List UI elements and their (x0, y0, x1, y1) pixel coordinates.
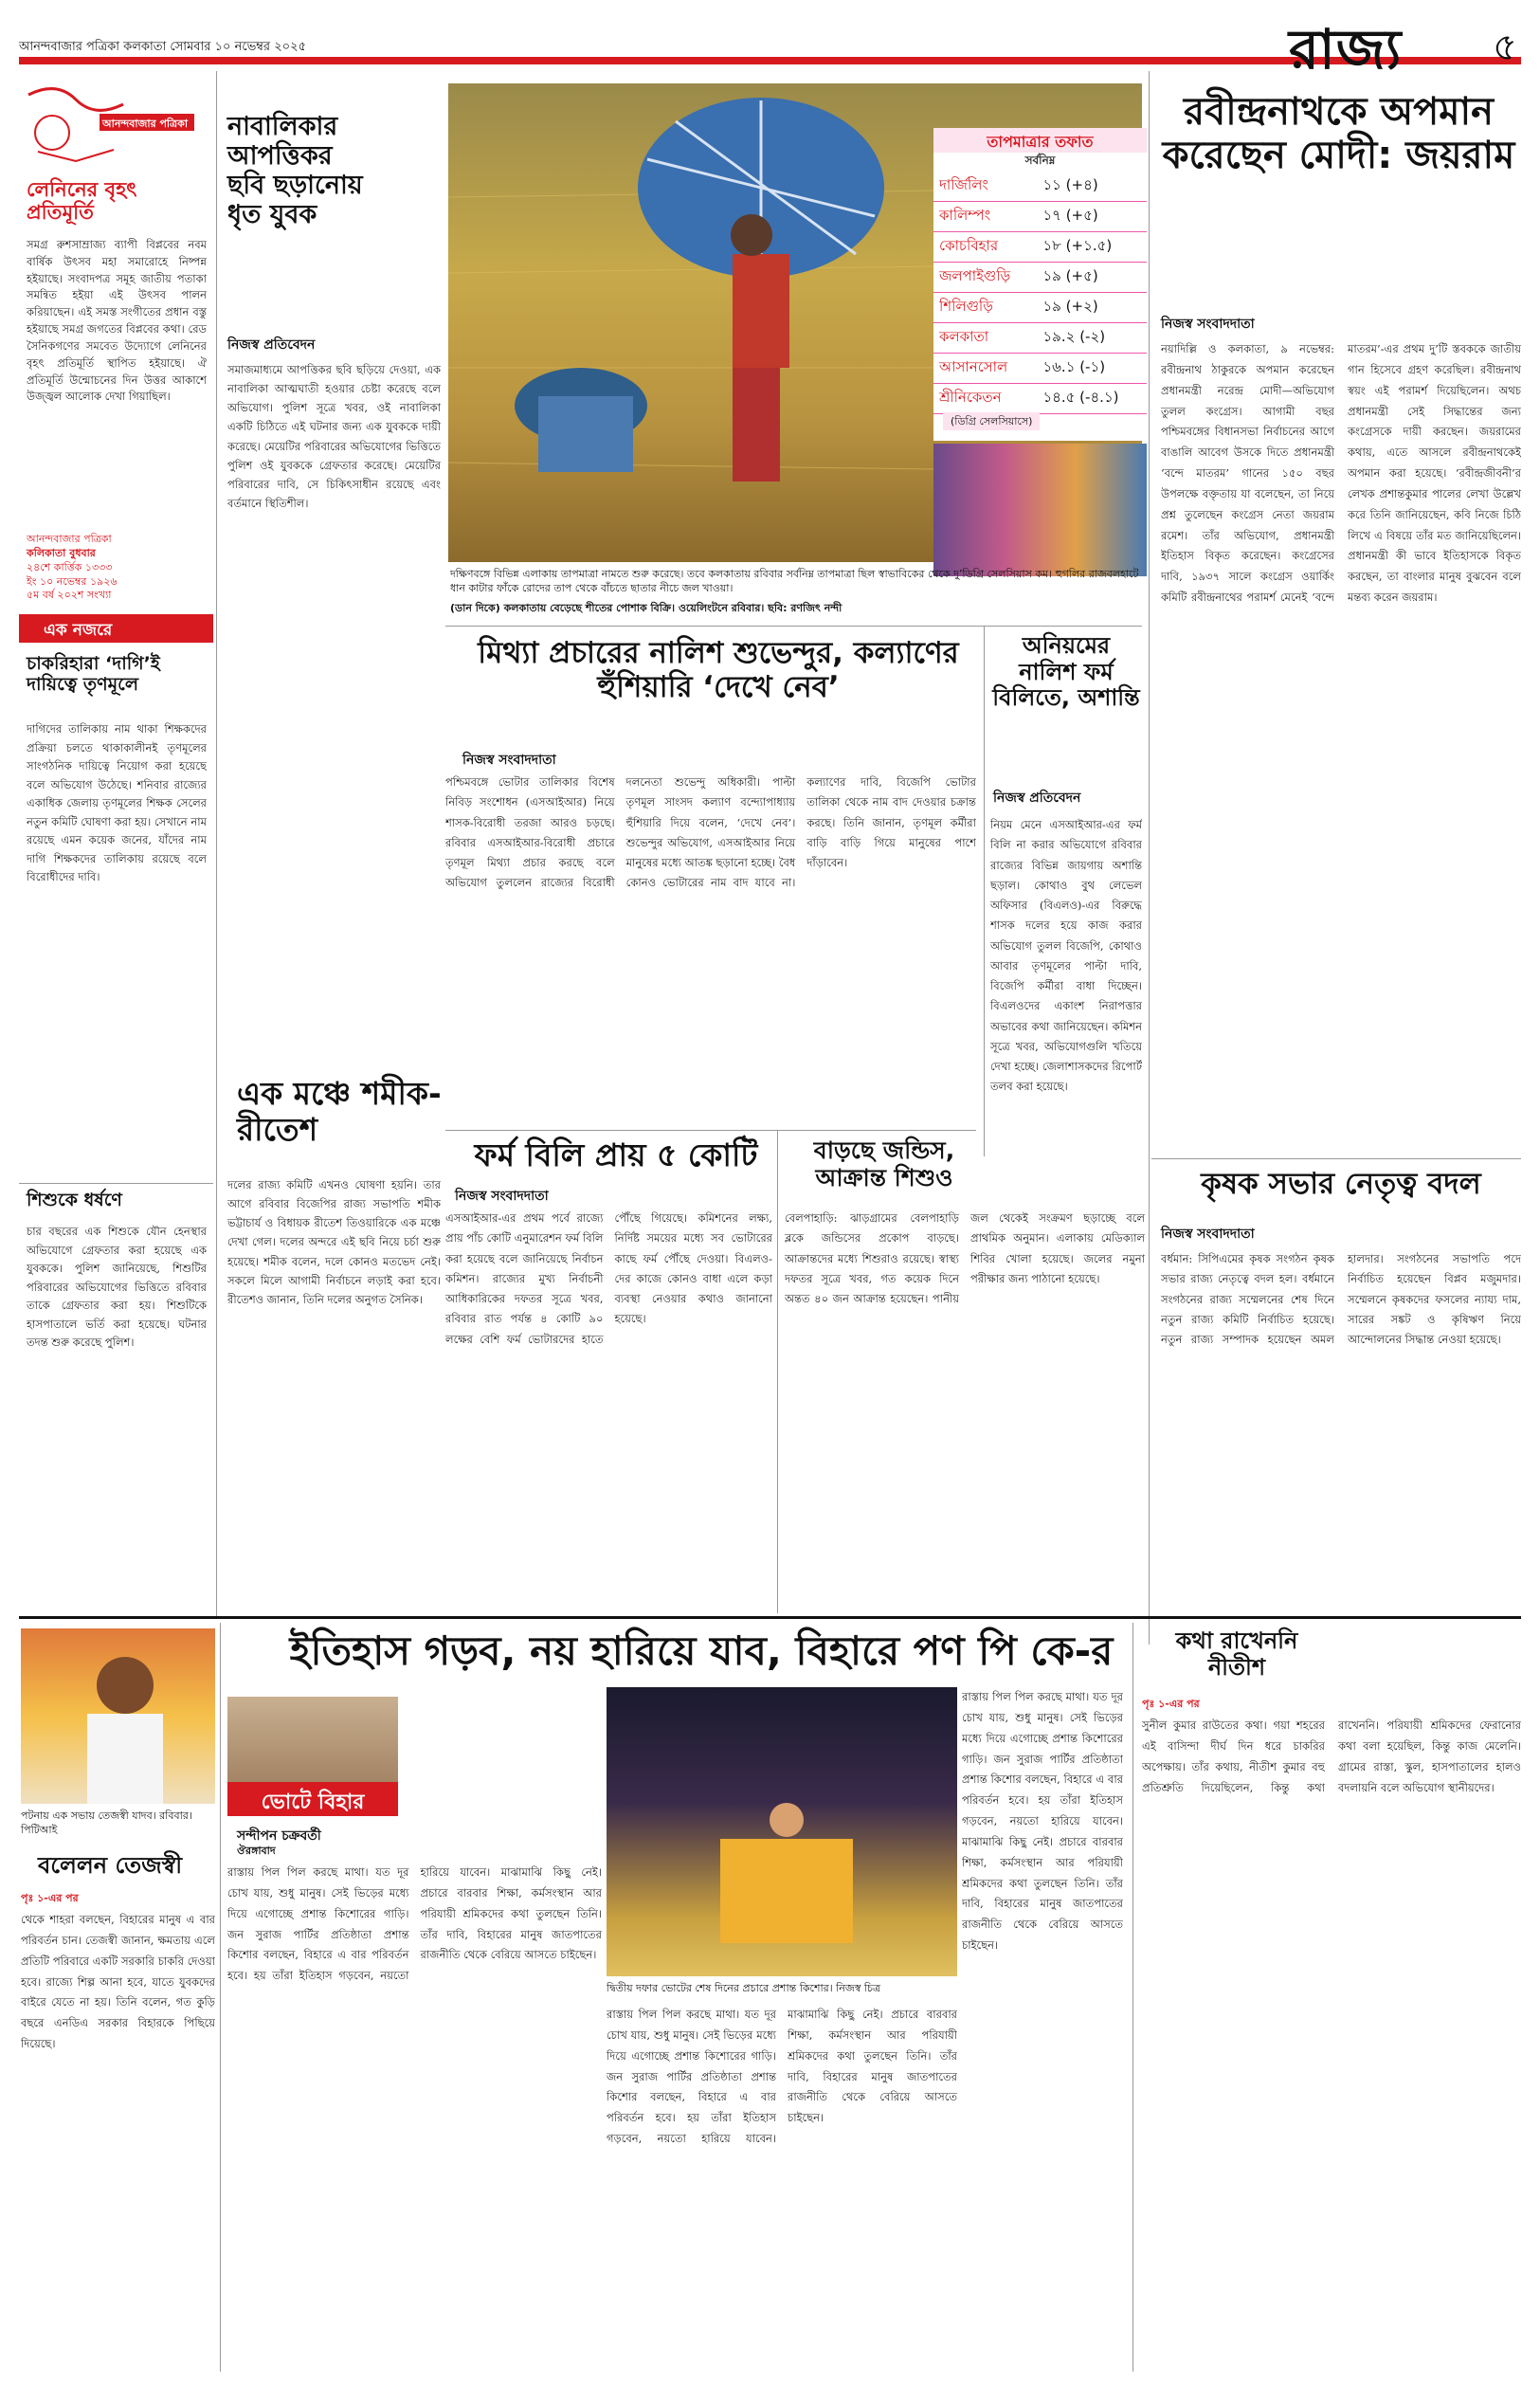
form5-headline: ফর্ম বিলি প্রায় ৫ কোটি (474, 1136, 758, 1173)
bihar-headline: ইতিহাস গড়ব, নয় হারিয়ে যাব, বিহারে পণ পি কে-র (289, 1627, 1114, 1674)
temp-place: কালিম্পং (933, 202, 1037, 232)
bihar-tag-photo (227, 1697, 398, 1791)
temp-row (933, 384, 1147, 414)
temp-title: তাপমাত্রার তফাত (933, 128, 1147, 153)
tejashwi-headline: বলেলন তেজস্বী (38, 1852, 183, 1879)
temp-unit: (ডিগ্রি সেলসিয়াসে) (943, 412, 1040, 430)
bihar-body-a: রাস্তায় পিল পিল করছে মাথা। যত দূর চোখ যায়, শুধু মানুষ। সেই ভিড়ের মধ্যে দিয়ে এগোচ্ছে প্রশান্ত কিশোরের গাড়ি। জন সুরাজ পার্টির প্রতিষ্ঠাতা প্রশান্ত কিশোর বলছেন, বিহারে এ বার পরিবর্তন হবে। হয় তাঁরা ইতিহাস গড়বেন, নয়তো হারিয়ে যাবেন। মাঝামাঝি কিছু নেই। প্রচারে বারবার শিক্ষা, কর্মসংস্থান আর পরিযায়ী শ্রমিকদের কথা তুলছেন তিনি। তাঁর দাবি, বিহারের মানুষ জাতপাতের রাজনীতি থেকে বেরিয়ে আসতে চাইছেন। (227, 1865, 602, 1983)
lead-headline: রবীন্দ্রনাথকে অপমান করেছেন মোদী: জয়রাম (1162, 90, 1515, 177)
temp-row (933, 323, 1147, 354)
story2-body: চার বছরের এক শিশুকে যৌন হেনস্থার অভিযোগে গ্রেফতার করা হয়েছে এক যুবককে। পুলিশ জানিয়েছে, শিশুটির পরিবারের অভিযোগের ভিত্তিতে রবিবার তাকে গ্রেফতার করা হয়। শিশুটিকে হাসপাতালে ভর্তি করা হয়েছে। ঘটনার তদন্ত শুরু করেছে পুলিশ। (27, 1225, 207, 1350)
suvendu-body: পশ্চিমবঙ্গে ভোটার তালিকার বিশেষ নিবিড় সংশোধন (এসআইআর) নিয়ে শাসক-বিরোধী তরজা আরও চড়ছে। রবিবার এসআইআর-বিরোধী প্রচারে তৃণমূল মিথ্যা প্রচার করছে বলে অভিযোগ তুললেন রাজ্যের বিরোধী দলনেতা শুভেন্দু অধিকারী। পাল্টা তৃণমূল সাংসদ কল্যাণ বন্দ্যোপাধ্যায় হুঁশিয়ারি দিয়ে বলেন, ‘দেখে নেব’। শুভেন্দুর অভিযোগ, এসআইআর নিয়ে মানুষের মধ্যে আতঙ্ক ছড়ানো হচ্ছে। বৈধ কোনও ভোটারের নাম বাদ যাবে না। কল্যাণের দাবি, বিজেপি ভোটার তালিকা থেকে নাম বাদ দেওয়ার চক্রান্ত করছে। তিনি জানান, তৃণমূল কর্মীরা বাড়ি বাড়ি গিয়ে মানুষের পাশে দাঁড়াবেন। (445, 775, 976, 890)
temp-value: ১৯ (+২) (1037, 293, 1147, 323)
minor-body: সমাজমাধ্যমে আপত্তিকর ছবি ছড়িয়ে দেওয়া, এক নাবালিকা আত্মঘাতী হওয়ার চেষ্টা করেছে বলে অভিযোগ। পুলিশ সূত্রে খবর, ওই নাবালিকা একটি চিঠিতে এই ঘটনার জন্য এক যুবককে দায়ী করেছে। মেয়েটির পরিবারের অভিযোগের ভিত্তিতে পুলিশ ওই যুবককে গ্রেফতার করেছে। মেয়েটির পরিবারের দাবি, সে চিকিৎসাধীন রয়েছে এবং বর্তমানে স্থিতিশীল। (227, 363, 441, 510)
stage-headline: এক মঞ্চে শমীক-রীতেশ (237, 1075, 442, 1148)
jaundice-headline: বাড়ছে জন্ডিস, আক্রান্ত শিশুও (813, 1136, 955, 1191)
krishak-byline: নিজস্ব সংবাদদাতা (1161, 1227, 1255, 1242)
archive-date-1: কলিকাতা বুধবার (27, 546, 96, 559)
suvendu-headline: মিথ্যা প্রচারের নালিশ শুভেন্দুর, কল্যাণের হুঁশিয়ারি ‘দেখে নেব’ (478, 636, 959, 704)
tejashwi-caption: পটনায় এক সভায় তেজস্বী যাদব। রবিবার। পিটিআই (21, 1809, 192, 1837)
archive-date-2: ২৪শে কার্ত্তিক ১৩৩৩ (27, 560, 113, 573)
temp-value: ১৬.১ (-১) (1037, 354, 1147, 384)
form5-body: এসআইআর-এর প্রথম পর্বে রাজ্যে প্রায় পাঁচ কোটি এনুমারেশন ফর্ম বিলি করা হয়েছে বলে জানিয়েছে নির্বাচন কমিশন। রাজ্যের মুখ্য নির্বাচনী আধিকারিকের দফতর সূত্রে খবর, রবিবার রাত পর্যন্ত ৪ কোটি ৯০ লক্ষের বেশি ফর্ম ভোটারদের হাতে পৌঁছে গিয়েছে। কমিশনের লক্ষ্য, নির্দিষ্ট সময়ের মধ্যে সব ভোটারের কাছে ফর্ম পৌঁছে দেওয়া। বিএলও-দের কাজে কোনও বাধা এলে কড়া ব্যবস্থা নেওয়ার কথাও জানানো হয়েছে। (445, 1211, 772, 1346)
brand-label: আনন্দবাজার পত্রিকা (102, 118, 189, 130)
lenin-title: লেনিনের বৃহৎ প্রতিমূর্তি (27, 178, 137, 225)
temp-row (933, 172, 1147, 202)
temp-value: ১১ (+৪) (1037, 172, 1147, 202)
archive-date-3: ইং ১০ নভেম্বর ১৯২৬ (27, 574, 118, 588)
temp-value: ১৪.৫ (-৪.১) (1037, 384, 1147, 414)
temp-value: ১৮ (+১.৫) (1037, 232, 1147, 263)
archive-info (27, 533, 207, 603)
photo-caption-2: (ডান দিকে) কলকাতায় বেড়েছে শীতের পোশাক বিক্রি। ওয়েলিংটনে রবিবার। ছবি: রণজিৎ নন্দী (450, 602, 842, 614)
minor-headline: নাবালিকার আপত্তিকর ছবি ছড়ানোয় ধৃত যুবক (227, 112, 363, 230)
paper-dateline: আনন্দবাজার পত্রিকা কলকাতা সোমবার ১০ নভেম্বর ২০২৫ (19, 40, 307, 54)
archive-date-4: ৫ম বর্ষ ২০২শ সংখ্যা (27, 589, 112, 602)
page-number: ৫ (1493, 26, 1517, 69)
temp-subtitle: সর্বনিম্ন (1024, 154, 1056, 167)
story1-title: চাকরিহারা ‘দাগি’ই দায়িত্বে তৃণমূলে (27, 653, 160, 695)
temp-value: ১৯.২ (-২) (1037, 323, 1147, 354)
temp-place: কোচবিহার (933, 232, 1037, 263)
nitish-continued: পৃঃ ১-এর পর (1142, 1698, 1200, 1710)
temp-value: ১৭ (+৫) (1037, 202, 1147, 232)
archive-logo (19, 76, 208, 171)
lead-body: নয়াদিল্লি ও কলকাতা, ৯ নভেম্বর: রবীন্দ্রনাথ ঠাকুরকে অপমান করেছেন প্রধানমন্ত্রী নরেন্দ্র মোদী—অভিযোগ তুলল কংগ্রেস। আগামী বছর পশ্চিমবঙ্গের বিধানসভা নির্বাচনের আগে বাঙালি আবেগ উসকে দিতে প্রধানমন্ত্রী ‘বন্দে মাতরম’ গানের ১৫০ বছর উপলক্ষে বক্তৃতায় যা বলেছেন, তা নিয়ে প্রশ্ন তুলেছেন কংগ্রেস নেতা জয়রাম রমেশ। তাঁর অভিযোগ, প্রধানমন্ত্রী ইতিহাস বিকৃত করেছেন। কংগ্রেসের দাবি, ১৯৩৭ সালে কংগ্রেস ওয়ার্কিং কমিটি রবীন্দ্রনাথের পরামর্শ মেনেই ‘বন্দে মাতরম’-এর প্রথম দু’টি স্তবককে জাতীয় গান হিসেবে গ্রহণ করেছিল। রবীন্দ্রনাথ স্বয়ং এই পরামর্শ দিয়েছিলেন। অথচ প্রধানমন্ত্রী সেই সিদ্ধান্তের জন্য কংগ্রেসকে দায়ী করছেন। জয়রামের কথায়, এতে আসলে রবীন্দ্রনাথকেই অপমান করা হয়েছে। ‘রবীন্দ্রজীবনী’র লেখক প্রশান্তকুমার পালের লেখা উল্লেখ করে তিনি জানিয়েছেন, কবি নিজে চিঠি লিখে এ বিষয়ে তাঁর মত জানিয়েছিলেন। প্রধানমন্ত্রী কী ভাবে ইতিহাসকে বিকৃত করছেন, তা বাংলার মানুষ বুঝবেন বলে মন্তব্য করেন জয়রাম। (1161, 342, 1521, 605)
bihar-dateline: ঔরঙ্গাবাদ (237, 1845, 276, 1857)
bihar-tag: ভোটে বিহার (227, 1782, 398, 1816)
temperature-box (933, 128, 1147, 441)
story2-title: শিশুকে ধর্ষণে (27, 1190, 122, 1210)
tejashwi-photo (21, 1628, 215, 1804)
temp-row (933, 202, 1147, 232)
temp-row (933, 354, 1147, 384)
photo-caption: দক্ষিণবঙ্গে বিভিন্ন এলাকায় তাপমাত্রা নামতে শুরু করেছে। তবে কলকাতায় রবিবার সর্বনিম্ন তাপমাত্রা ছিল স্বাভাবিকের থেকে দু’ডিগ্রি সেলসিয়াস কম। হুগলির রাজবলহাটে ধান কাটার ফাঁকে রোদের তাপ থেকে বাঁচতে ছাতার নীচে জল খাওয়া। (450, 568, 1139, 595)
bihar-photo-caption: দ্বিতীয় দফার ভোটের শেষ দিনের প্রচারে প্রশান্ত কিশোর। নিজস্ব চিত্র (607, 1982, 881, 1994)
form-headline: অনিয়মের নালিশ ফর্ম বিলিতে, অশান্তি (992, 632, 1140, 712)
krishak-body: বর্ধমান: সিপিএমের কৃষক সংগঠন কৃষক সভার রাজ্য নেতৃত্বে বদল হল। বর্ধমানে সংগঠনের রাজ্য সম্মেলনের শেষ দিনে নতুন রাজ্য কমিটি নির্বাচিত হয়েছে। নতুন রাজ্য সম্পাদক হয়েছেন অমল হালদার। সংগঠনের সভাপতি পদে নির্বাচিত হয়েছেন বিপ্লব মজুমদার। সম্মেলনে কৃষকদের ফসলের ন্যায্য দাম, সারের সঙ্কট ও কৃষিঋণ নিয়ে আন্দোলনের সিদ্ধান্ত নেওয়া হয়েছে। (1161, 1252, 1521, 1347)
story1-body: দাগিদের তালিকায় নাম থাকা শিক্ষকদের প্রক্রিয়া চলতে থাকাকালীনই তৃণমূলের সাংগঠনিক দায়িত্বে নিয়োগ করা হয়েছে বলে অভিযোগ উঠেছে। শনিবার রাজ্যের একাধিক জেলায় তৃণমূলের শিক্ষক সেলের নতুন কমিটি ঘোষণা করা হয়। সেখানে নাম রয়েছে এমন কয়েক জনের, যাঁদের নাম দাগি শিক্ষকদের তালিকায় রয়েছে বলে বিরোধীদের দাবি। (27, 722, 207, 884)
temp-value: ১৯ (+৫) (1037, 263, 1147, 293)
temp-place: জলপাইগুড়ি (933, 263, 1037, 293)
tejashwi-body: থেকে শাহরা বলছেন, বিহারের মানুষ এ বার পরিবর্তন চান। তেজস্বী জানান, ক্ষমতায় এলে প্রতিটি পরিবারে একটি সরকারি চাকরি দেওয়া হবে। রাজ্যে শিল্প আনা হবে, যাতে যুবকদের বাইরে যেতে না হয়। তিনি বলেন, গত কুড়ি বছরে এনডিএ সরকার বিহারকে পিছিয়ে দিয়েছে। (21, 1913, 215, 2051)
header-red-rule (19, 57, 1308, 64)
temp-place: কলকাতা (933, 323, 1037, 354)
temp-row (933, 263, 1147, 293)
form-byline: নিজস্ব প্রতিবেদন (993, 791, 1081, 806)
bihar-byline: সন্দীপন চক্রবর্তী (237, 1828, 321, 1844)
temp-row (933, 293, 1147, 323)
lenin-body: সমগ্র রুশসাম্রাজ্য ব্যাপী বিপ্লবের নবম বার্ষিক উৎসব মহা সমারোহে নিষ্পন্ন হইয়াছে। সংবাদপত্র সমূহ জাতীয় পতাকা সমন্বিত হইয়া এই উৎসব পালন করিয়াছেন। এই সমস্ত সংগীতের প্রধান বস্তু হইয়াছে সমগ্র জগতের বিপ্লবের কথা। রেড সৈনিকগণের সমবেত উদ্যোগে লেনিনের বৃহৎ প্রতিমূর্তি স্থাপিত হইয়াছে। ঐ প্রতিমূর্তি উন্মোচনের দিন উত্তর আকাশে উজ্জ্বল আলোক দেখা গিয়াছিল। (27, 238, 207, 404)
krishak-headline: কৃষক সভার নেতৃত্ব বদল (1201, 1167, 1481, 1201)
suvendu-byline: নিজস্ব সংবাদদাতা (462, 753, 556, 768)
glance-label: এক নজরে (19, 614, 213, 643)
jaundice-body: বেলপাহাড়ি: ঝাড়গ্রামের বেলপাহাড়ি ব্লকে জন্ডিসের প্রকোপ বাড়ছে। আক্রান্তদের মধ্যে শিশুরাও রয়েছে। স্বাস্থ্য দফতর সূত্রে খবর, গত কয়েক দিনে অন্তত ৪০ জন আক্রান্ত হয়েছেন। পানীয় জল থেকেই সংক্রমণ ছড়াচ্ছে বলে প্রাথমিক অনুমান। এলাকায় মেডিক্যাল শিবির খোলা হয়েছে। জলের নমুনা পরীক্ষার জন্য পাঠানো হয়েছে। (785, 1211, 1145, 1306)
tejashwi-continued: পৃঃ ১-এর পর (21, 1892, 79, 1904)
bihar-body-b: রাস্তায় পিল পিল করছে মাথা। যত দূর চোখ যায়, শুধু মানুষ। সেই ভিড়ের মধ্যে দিয়ে এগোচ্ছে প্রশান্ত কিশোরের গাড়ি। জন সুরাজ পার্টির প্রতিষ্ঠাতা প্রশান্ত কিশোর বলছেন, বিহারে এ বার পরিবর্তন হবে। হয় তাঁরা ইতিহাস গড়বেন, নয়তো হারিয়ে যাবেন। মাঝামাঝি কিছু নেই। প্রচারে বারবার শিক্ষা, কর্মসংস্থান আর পরিযায়ী শ্রমিকদের কথা তুলছেন তিনি। তাঁর দাবি, বিহারের মানুষ জাতপাতের রাজনীতি থেকে বেরিয়ে আসতে চাইছেন। (607, 2008, 957, 2146)
nitish-headline: কথা রাখেননি নীতীশ (1175, 1627, 1298, 1681)
temp-place: শিলিগুড়ি (933, 293, 1037, 323)
market-photo (933, 444, 1147, 576)
temp-row (933, 232, 1147, 263)
form-body: নিয়ম মেনে এসআইআর-এর ফর্ম বিলি না করার অভিযোগে রবিবার রাজ্যের বিভিন্ন জায়গায় অশান্তি ছড়াল। কোথাও বুথ লেভেল অফিসার (বিএলও)-এর বিরুদ্ধে শাসক দলের হয়ে কাজ করার অভিযোগ তুলল বিজেপি, কোথাও আবার তৃণমূলের পাল্টা দাবি, বিজেপি কর্মীরা বাধা দিচ্ছেন। বিএলওদের একাংশ নিরাপত্তার অভাবের কথা জানিয়েছেন। কমিশন সূত্রে খবর, অভিযোগগুলি খতিয়ে দেখা হচ্ছে। জেলাশাসকদের রিপোর্ট তলব করা হয়েছে। (990, 818, 1142, 1094)
temp-place: দার্জিলিং (933, 172, 1037, 202)
archive-tag: আনন্দবাজার পত্রিকা (27, 533, 112, 545)
temp-place: আসানসোল (933, 354, 1037, 384)
bihar-rally-photo (607, 1687, 957, 1976)
bihar-body-c: রাস্তায় পিল পিল করছে মাথা। যত দূর চোখ যায়, শুধু মানুষ। সেই ভিড়ের মধ্যে দিয়ে এগোচ্ছে প্রশান্ত কিশোরের গাড়ি। জন সুরাজ পার্টির প্রতিষ্ঠাতা প্রশান্ত কিশোর বলছেন, বিহারে এ বার পরিবর্তন হবে। হয় তাঁরা ইতিহাস গড়বেন, নয়তো হারিয়ে যাবেন। মাঝামাঝি কিছু নেই। প্রচারে বারবার শিক্ষা, কর্মসংস্থান আর পরিযায়ী শ্রমিকদের কথা তুলছেন তিনি। তাঁর দাবি, বিহারের মানুষ জাতপাতের রাজনীতি থেকে বেরিয়ে আসতে চাইছেন। (962, 1690, 1123, 1953)
lead-byline: নিজস্ব সংবাদদাতা (1161, 317, 1255, 332)
form5-byline: নিজস্ব সংবাদদাতা (455, 1189, 549, 1204)
stage-body: দলের রাজ্য কমিটি এখনও ঘোষণা হয়নি। তার আগে রবিবার বিজেপির রাজ্য সভাপতি শমীক ভট্টাচার্য ও বিধায়ক রীতেশ তিওয়ারিকে এক মঞ্চে দেখা গেল। দলের অন্দরে এই ছবি নিয়ে চর্চা শুরু হয়েছে। শমীক বলেন, দলে কোনও মতভেদ নেই। সকলে মিলে আগামী নির্বাচনে লড়াই করা হবে। রীতেশও জানান, তিনি দলের অনুগত সৈনিক। (227, 1178, 441, 1306)
nitish-body: সুনীল কুমার রাউতের কথা। গয়া শহরের এই বাসিন্দা দীর্ঘ দিন ধরে চাকরির অপেক্ষায়। তাঁর কথায়, নীতীশ কুমার বহু প্রতিশ্রুতি দিয়েছিলেন, কিন্তু কথা রাখেননি। পরিযায়ী শ্রমিকদের ফেরানোর কথা বলা হয়েছিল, কিন্তু কাজ মেলেনি। গ্রামের রাস্তা, স্কুল, হাসপাতালের হালও বদলায়নি বলে অভিযোগ স্থানীয়দের। (1142, 1718, 1521, 1794)
temp-place: শ্রীনিকেতন (933, 384, 1037, 414)
bottom-divider (19, 1616, 1521, 1619)
minor-byline: নিজস্ব প্রতিবেদন (227, 337, 316, 353)
section-title: রাজ্য (1289, 17, 1403, 82)
temp-table (933, 172, 1147, 414)
